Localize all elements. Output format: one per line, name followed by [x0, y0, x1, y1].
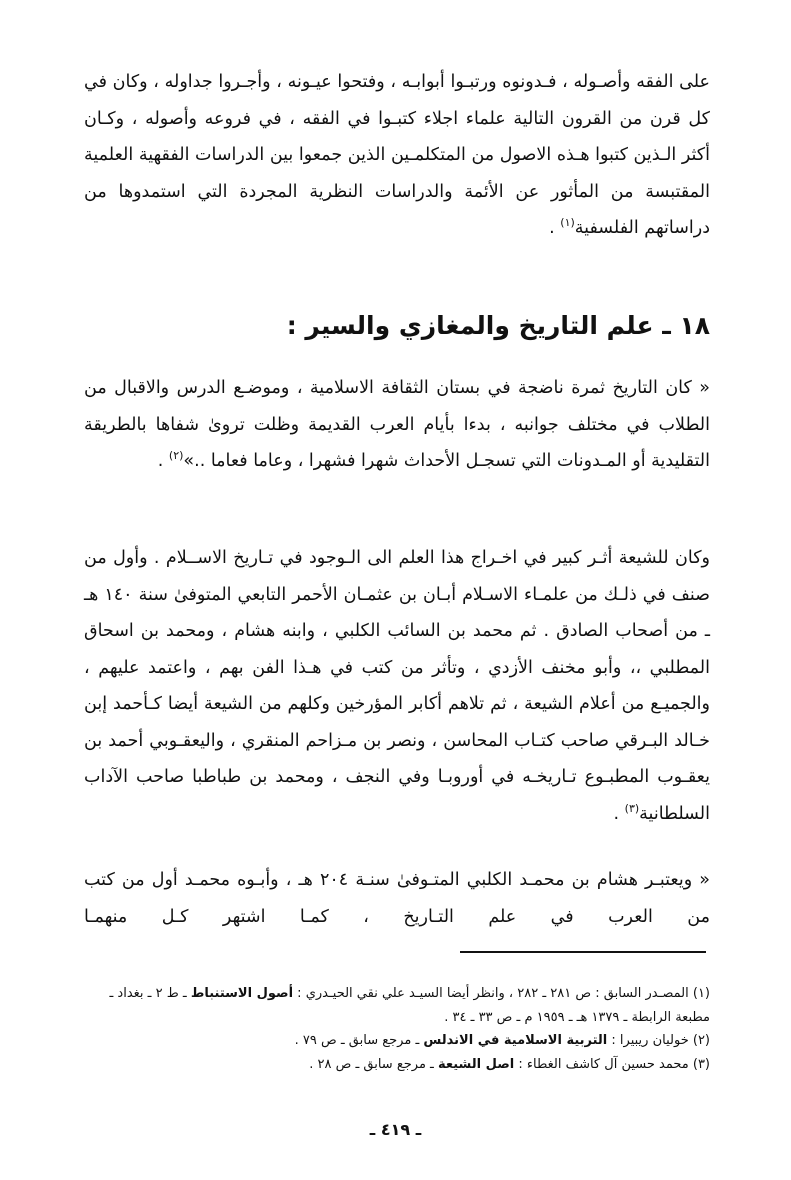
section-heading: ١٨ ـ علم التاريخ والمغازي والسير :	[286, 311, 710, 340]
footnote-3-title: اصل الشيعة	[438, 1056, 515, 1072]
quote-end: .	[157, 451, 169, 471]
footnote-1-title: أصول الاستنباط	[190, 986, 294, 1001]
footnote-3-text: (٣) محمد حسين آل كاشف الغطاء :	[514, 1056, 710, 1072]
shia-text: وكان للشيعة أثـر كبير في اخـراج هذا العلم الى الـوجود في تـاريخ الاســلام . وأول من صنف في ذلـك من علمـاء الاسـلام أبـان بن عثمـان الأحمر التابعي المتوفىٰ سنة ١٤٠ هـ ـ من أصحاب الصادق . ثم محمد بن السائب الكلبي ، وابنه هشام ، ومحمد بن اسحاق المطلبي ،، وأبو مخنف الأزدي ، وتأثر من كتب في هـذا الفن بهم ، واعتمد عليهم ، والجميـع من أعلام الشيعة ، ثم تلاهم أكابر المؤرخين وكلهم من الشيعة أيضا كـأحمد إبن خـالد البـرقي صاحب كتـاب المحاسن ، ونصر بن مـزاحم المنقري ، واليعقـوبي أحمد بن يعقـوب المطبـوع تـاريخـه في أوروبـا وفي النجف ، ومحمد بن طباطبا صاحب الآداب السلطانية	[84, 548, 711, 824]
page-number: ـ ٤١٩ ـ	[369, 1120, 422, 1139]
footnote-ref-1: (١)	[560, 216, 575, 230]
footnote-ref-2: (٢)	[168, 449, 184, 463]
quote-text: « كان التاريخ ثمرة ناضجة في بستان الثقافة الاسلامية ، وموضـع الدرس والاقبال من الطلاب في مختلف جوانبه ، بدءا بأيام العرب القديمة وظلت تروىٰ شفاها بالطريقة التقليدية أو المـدونات التي تسجـل الأحداث شهرا فشهرا ، وعاما فعاما ..»	[84, 378, 710, 471]
intro-text: على الفقه وأصـوله ، فـدونوه ورتبـوا أبوابـه ، وفتحوا عيـونه ، وأجـروا جداوله ، وكان في كل قرن من القرون التالية علماء اجلاء كتبـوا في الفقه ، في فروعه وأصوله ، وكـان أكثر الـذين كتبوا هـذه الاصول من المتكلمـين الذين جمعوا بين الدراسات الفقهية العلمية المقتبسة من المأثور عن الأئمة والدراسات النظرية المجردة التي استمدوها من دراساتهم الفلسفية	[84, 72, 710, 238]
shia-end: .	[613, 803, 625, 824]
quote-paragraph	[84, 370, 710, 480]
footnote-3	[84, 1053, 710, 1077]
footnote-1	[84, 982, 710, 1029]
footnote-1-text: (١) المصـدر السابق : ص ٢٨١ ـ ٢٨٢ ، وانظر أيضا السيـد علي نقي الحيـدري :	[293, 986, 710, 1001]
footnote-1-tail: ـ ط ٢ ـ بغداد ـ مطبعة الرابطة ـ ١٣٧٩ هـ ـ ١٩٥٩ م ـ ص ٣٣ ـ ٣٤ .	[109, 986, 710, 1025]
intro-end: .	[549, 218, 561, 238]
footnote-3-tail: ـ مرجع سابق ـ ص ٢٨ .	[309, 1056, 439, 1072]
intro-paragraph	[84, 64, 710, 247]
footnote-separator	[460, 951, 706, 953]
footnote-2-title: التربية الاسلامية في الاندلس	[423, 1033, 608, 1048]
footnote-2-text: (٢) خوليان ريبيرا :	[607, 1033, 710, 1048]
footnote-ref-3: (٣)	[624, 801, 640, 815]
hisham-paragraph: « ويعتبـر هشام بن محمـد الكلبي المتـوفىٰ سنـة ٢٠٤ هـ ، وأبـوه محمـد أول من كتب من العرب في علم التـاريخ ، كمـا اشتهر كـل منهمـا	[84, 870, 710, 927]
footnote-2-tail: ـ مرجع سابق ـ ص ٧٩ .	[294, 1033, 424, 1048]
footnote-2	[84, 1029, 710, 1053]
footnotes-list	[84, 982, 710, 1076]
shia-history-paragraph	[84, 540, 710, 832]
